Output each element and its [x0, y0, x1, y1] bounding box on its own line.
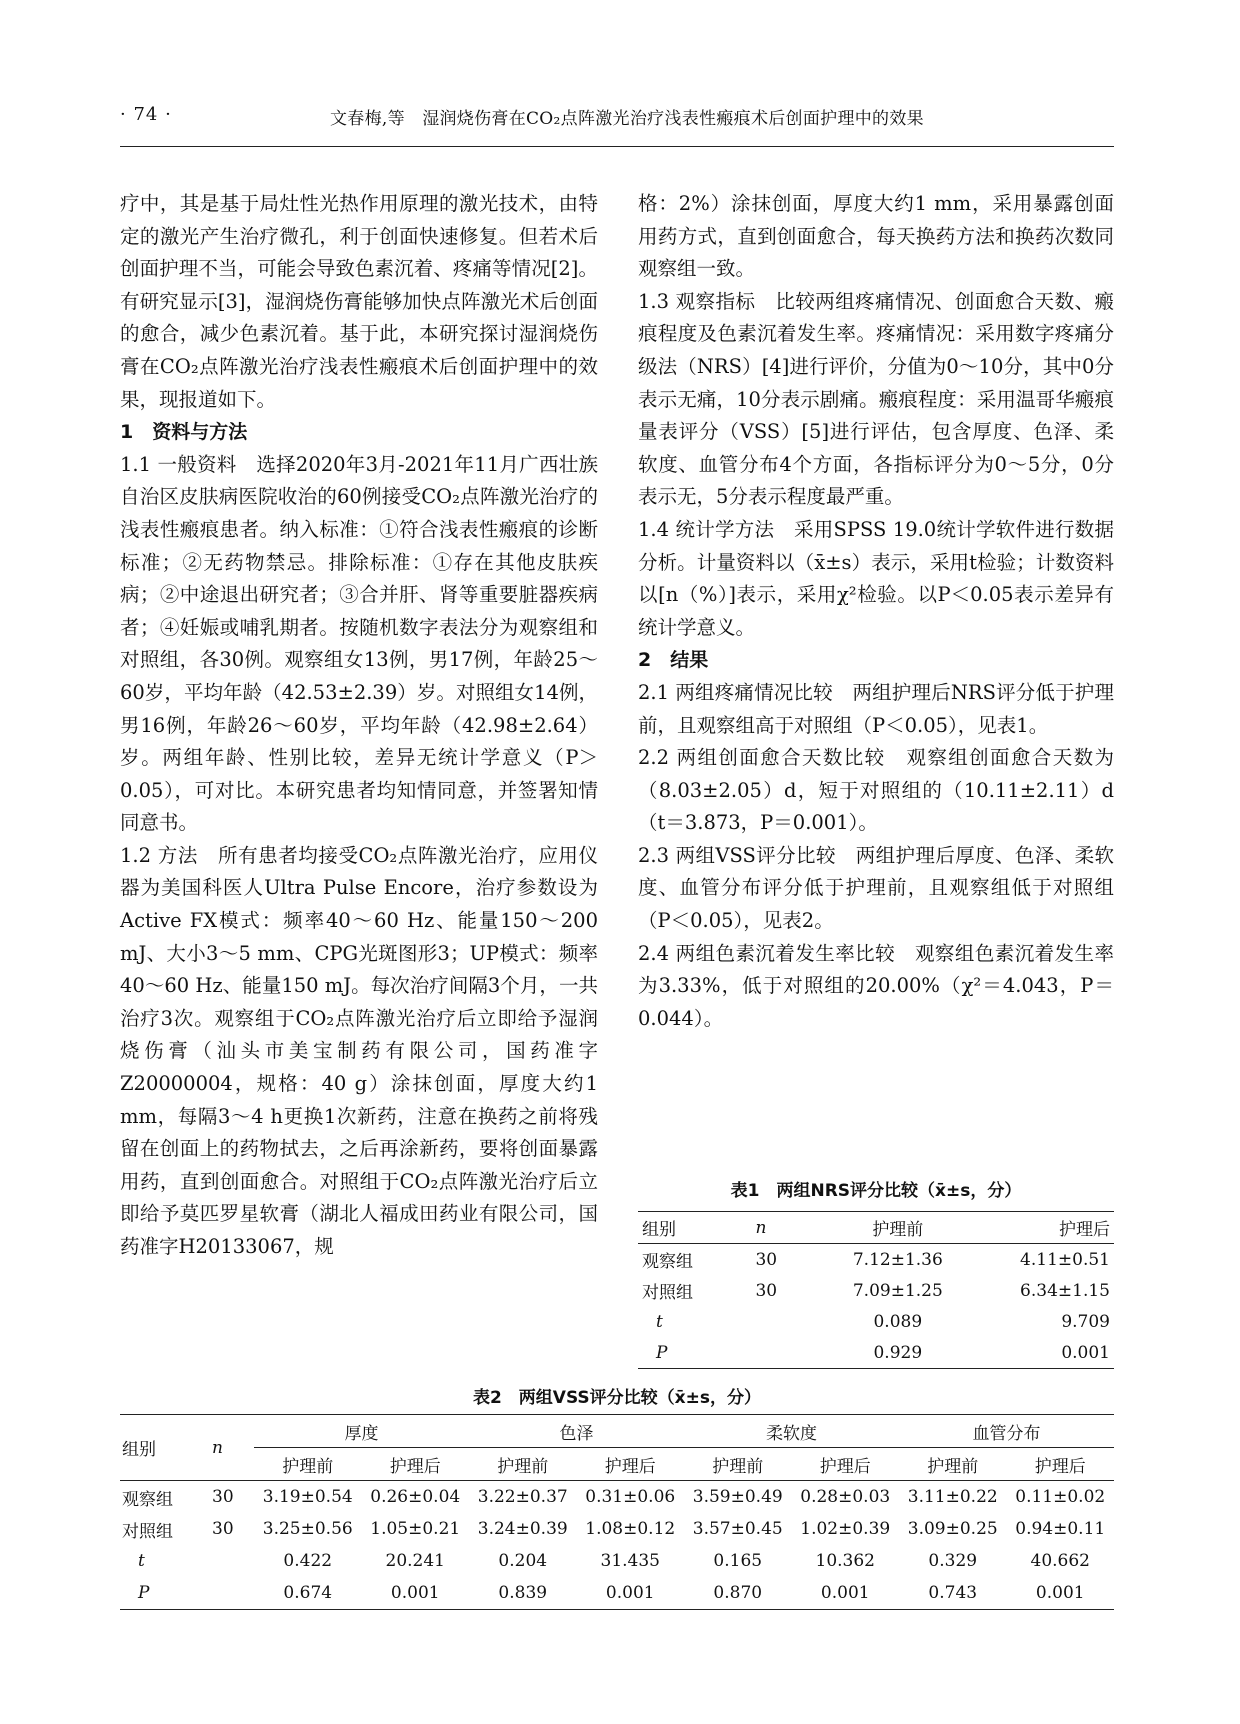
section-heading-methods: 1 资料与方法 — [120, 421, 248, 444]
table-cell: 0.422 — [283, 1551, 333, 1571]
table1-header: 组别 — [638, 1212, 751, 1244]
paragraph-method-cont: 格：2%）涂抹创面，厚度大约1 mm，采用暴露创面用药方式，直到创面愈合，每天换药方法和换药次数同观察组一致。 — [638, 192, 1114, 281]
table1 — [638, 1211, 1114, 1369]
running-head — [120, 100, 1114, 144]
table-cell: 4.11±0.51 — [1020, 1249, 1110, 1270]
paragraph-indicators: 1.3 观察指标 比较两组疼痛情况、创面愈合天数、瘢痕程度及色素沉着发生率。疼痛情况：采用数字疼痛分级法（NRS）[4]进行评价，分值为0～10分，其中0分表示无痛，10分表示剧痛。瘢痕程度：采用温哥华瘢痕量表评分（VSS）[5]进行评估，包含厚度、色泽、柔软度、血管分布4个方面，各指标评分为0～5分，0分表示无，5分表示程度最严重。 — [638, 289, 1114, 509]
paragraph-intro: 疗中，其是基于局灶性光热作用原理的激光技术，由特定的激光产生治疗微孔，利于创面快速修复。但若术后创面护理不当，可能会导致色素沉着、疼痛等情况[2]。有研究显示[3]，湿润烧伤膏能够加快点阵激光术后创面的愈合，减少色素沉着。基于此，本研究探讨湿润烧伤膏在CO₂点阵激光治疗浅表性瘢痕术后创面护理中的效果，现报道如下。 — [120, 192, 598, 411]
table1-block — [638, 1176, 1114, 1369]
table2-group-header: 色泽 — [469, 1415, 684, 1448]
table-cell: 0.11±0.02 — [1015, 1487, 1106, 1507]
running-title: 文春梅,等 湿润烧伤膏在CO₂点阵激光治疗浅表性瘢痕术后创面护理中的效果 — [330, 109, 924, 129]
table-cell: 30 — [755, 1249, 778, 1270]
table2-sub-header: 护理后 — [577, 1448, 685, 1481]
table-cell: 0.839 — [469, 1577, 577, 1610]
table-cell: 3.59±0.49 — [692, 1487, 783, 1507]
table2-sub-header: 护理后 — [362, 1448, 470, 1481]
table-cell: 30 — [755, 1280, 778, 1301]
table-row — [638, 1244, 1114, 1276]
table-cell: 0.001 — [1007, 1577, 1115, 1610]
table-cell: 0.001 — [362, 1577, 470, 1610]
table-cell: 0.94±0.11 — [1015, 1519, 1106, 1539]
table-cell: 31.435 — [600, 1551, 660, 1571]
table-cell: 观察组 — [122, 1489, 173, 1510]
table-cell: 0.329 — [928, 1551, 978, 1571]
table-cell: 对照组 — [122, 1521, 173, 1542]
table-cell: 1.08±0.12 — [585, 1519, 676, 1539]
table-cell: 3.11±0.22 — [907, 1487, 998, 1507]
table2-sub-header: 护理前 — [899, 1448, 1007, 1481]
table-cell: 1.02±0.39 — [800, 1519, 891, 1539]
table1-header: n — [751, 1212, 822, 1244]
table-cell: 3.25±0.56 — [262, 1519, 353, 1539]
right-column — [638, 188, 1114, 1035]
table-row — [120, 1577, 1114, 1610]
paragraph-method: 1.2 方法 所有患者均接受CO₂点阵激光治疗，应用仪器为美国科医人Ultra Pulse Encore，治疗参数设为Active FX模式：频率40～60 Hz、能量150～200 mJ、大小3～5 mm、CPG光斑图形3；UP模式：频率40～60 Hz、能量150 mJ。每次治疗间隔3个月，一共治疗3次。观察组于CO₂点阵激光治疗后立即给予湿润烧伤膏（汕头市美宝制药有限公司，国药准字Z20000004，规格：40 g）涂抹创面，厚度大约1 mm，每隔3～4 h更换1次新药，注意在换药之前将残留在创面上的药物拭去，之后再涂新药，要将创面暴露用药，直到创面愈合。对照组于CO₂点阵激光治疗后立即给予莫匹罗星软膏（湖北人福成田药业有限公司，国药准字H20133067，规 — [120, 843, 598, 1258]
table-cell: 6.34±1.15 — [1020, 1280, 1110, 1301]
page-number: · 74 · — [120, 104, 172, 125]
table-cell: 0.001 — [973, 1337, 1114, 1369]
table-cell: 0.001 — [577, 1577, 685, 1610]
table-cell: 0.674 — [254, 1577, 362, 1610]
table1-caption: 表1 两组NRS评分比较（x̄±s，分） — [730, 1181, 1022, 1201]
table-cell: P — [120, 1577, 210, 1610]
table-cell: 30 — [212, 1487, 234, 1507]
table-cell: 3.09±0.25 — [907, 1519, 998, 1539]
table-cell: 20.241 — [385, 1551, 445, 1571]
table-cell: 3.19±0.54 — [262, 1487, 353, 1507]
table-cell: 0.870 — [684, 1577, 792, 1610]
table2-group-header: 柔软度 — [684, 1415, 899, 1448]
table2-group-header: 厚度 — [254, 1415, 469, 1448]
table-cell: 30 — [212, 1519, 234, 1539]
table-cell: 0.31±0.06 — [585, 1487, 676, 1507]
table-cell: 0.28±0.03 — [800, 1487, 891, 1507]
table1-header: 护理前 — [823, 1212, 973, 1244]
table2-group-header: 血管分布 — [899, 1415, 1114, 1448]
section-heading-results: 2 结果 — [638, 649, 709, 672]
table-cell: 0.204 — [498, 1551, 548, 1571]
table2-sub-header: 护理前 — [469, 1448, 577, 1481]
paragraph-result-pain: 2.1 两组疼痛情况比较 两组护理后NRS评分低于护理前，且观察组高于对照组（P＜0.05），见表1。 — [638, 680, 1114, 737]
table2-sub-header: 护理后 — [792, 1448, 900, 1481]
table-cell: 0.26±0.04 — [370, 1487, 461, 1507]
paragraph-general-data: 1.1 一般资料 选择2020年3月-2021年11月广西壮族自治区皮肤病医院收治的60例接受CO₂点阵激光治疗的浅表性瘢痕患者。纳入标准：①符合浅表性瘢痕的诊断标准；②无药物禁忌。排除标准：①存在其他皮肤疾病；②中途退出研究者；③合并肝、肾等重要脏器疾病者；④妊娠或哺乳期者。按随机数字表法分为观察组和对照组，各30例。观察组女13例，男17例，年龄25～60岁，平均年龄（42.53±2.39）岁。对照组女14例，男16例，年龄26～60岁，平均年龄（42.98±2.64）岁。两组年龄、性别比较，差异无统计学意义（P＞0.05），可对比。本研究患者均知情同意，并签署知情同意书。 — [120, 452, 598, 835]
paragraph-result-vss: 2.3 两组VSS评分比较 两组护理后厚度、色泽、柔软度、血管分布评分低于护理前，且观察组低于对照组（P＜0.05），见表2。 — [638, 843, 1114, 933]
paragraph-result-healing: 2.2 两组创面愈合天数比较 观察组创面愈合天数为（8.03±2.05）d，短于对照组的（10.11±2.11）d（t＝3.873，P＝0.001）。 — [638, 746, 1114, 835]
header-rule — [120, 146, 1114, 147]
left-column — [120, 188, 598, 1264]
table-cell: 0.001 — [792, 1577, 900, 1610]
table-cell: 0.929 — [823, 1337, 973, 1369]
table-cell: 观察组 — [642, 1252, 693, 1272]
table-cell: 0.743 — [899, 1577, 1007, 1610]
table2-sub-header: 护理前 — [684, 1448, 792, 1481]
table1-header: 护理后 — [973, 1212, 1114, 1244]
table-cell: 1.05±0.21 — [370, 1519, 461, 1539]
table2-caption: 表2 两组VSS评分比较（x̄±s，分） — [472, 1388, 762, 1408]
table-cell: 3.22±0.37 — [477, 1487, 568, 1507]
table2-header-group: 组别 — [120, 1415, 210, 1481]
table-cell: t — [656, 1311, 663, 1332]
paragraph-statistics: 1.4 统计学方法 采用SPSS 19.0统计学软件进行数据分析。计量资料以（x̄±s）表示，采用t检验；计数资料以[n（%）]表示，采用χ²检验。以P＜0.05表示差异有统计学意义。 — [638, 517, 1114, 639]
paragraph-result-pigment: 2.4 两组色素沉着发生率比较 观察组色素沉着发生率为3.33%，低于对照组的20.00%（χ²＝4.043，P＝0.044）。 — [638, 941, 1114, 1030]
table2-sub-header: 护理后 — [1007, 1448, 1115, 1481]
table2 — [120, 1414, 1114, 1610]
table-row — [120, 1545, 1114, 1577]
table2-sub-header: 护理前 — [254, 1448, 362, 1481]
table2-header-n: n — [210, 1415, 254, 1481]
table-cell: t — [138, 1551, 145, 1571]
table-row — [120, 1481, 1114, 1514]
table-row — [638, 1337, 1114, 1369]
table-cell — [751, 1306, 822, 1337]
table-cell: P — [638, 1337, 751, 1369]
table-row — [638, 1275, 1114, 1306]
table-cell: 3.57±0.45 — [692, 1519, 783, 1539]
table-cell: 40.662 — [1030, 1551, 1090, 1571]
table-row — [638, 1306, 1114, 1337]
table-cell — [210, 1577, 254, 1610]
table-cell: 7.12±1.36 — [852, 1249, 943, 1270]
table-cell: 10.362 — [815, 1551, 875, 1571]
table-cell: 7.09±1.25 — [852, 1280, 943, 1301]
table-cell: 对照组 — [642, 1283, 693, 1303]
table-row — [120, 1513, 1114, 1545]
table-cell: 0.089 — [873, 1311, 923, 1332]
table-cell: 3.24±0.39 — [477, 1519, 568, 1539]
table-cell: 9.709 — [1061, 1311, 1110, 1332]
table-cell — [210, 1545, 254, 1577]
table-cell — [751, 1337, 822, 1369]
table-cell: 0.165 — [713, 1551, 763, 1571]
